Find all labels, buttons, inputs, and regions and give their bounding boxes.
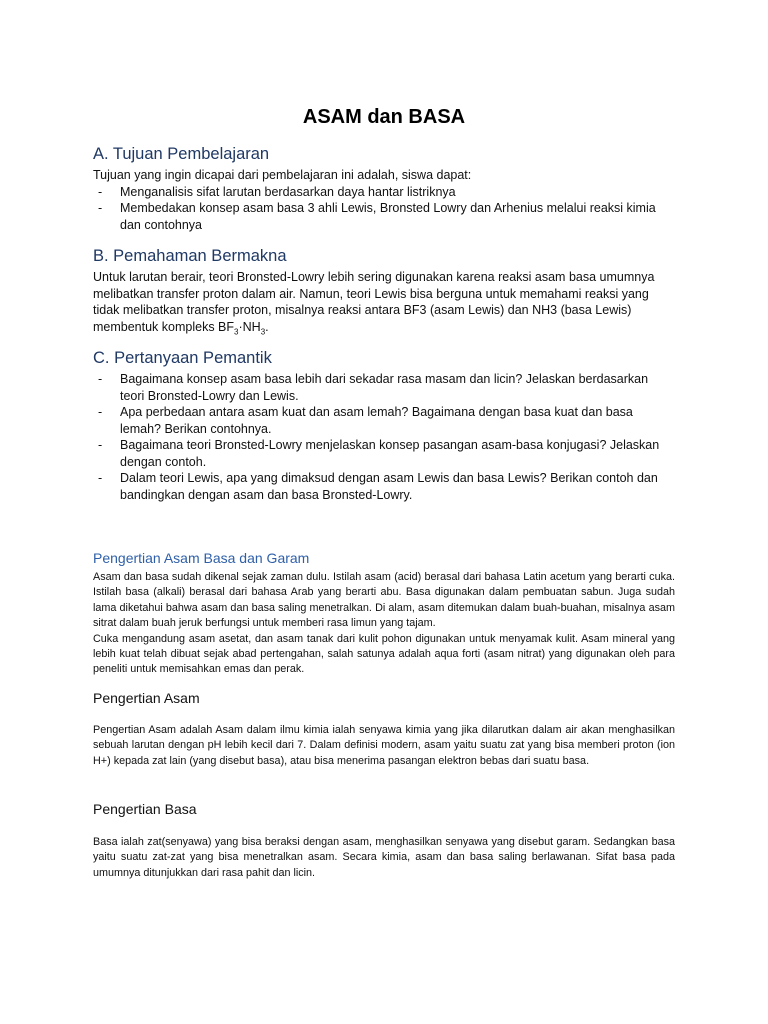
list-item	[93, 184, 675, 201]
dash-bullet-icon: -	[98, 405, 103, 419]
pengertian-basa-body	[93, 835, 675, 881]
document-title: ASAM dan BASA	[302, 106, 466, 128]
section-a-list	[93, 184, 675, 234]
pengertian-basa-heading: Pengertian Basa	[93, 801, 197, 817]
section-c-heading: C. Pertanyaan Pemantik	[93, 349, 272, 367]
dash-bullet-icon: -	[98, 184, 103, 199]
list-item	[93, 437, 675, 470]
paragraph: Cuka mengandung asam asetat, dan asam tanak dari kulit pohon digunakan untuk menyamak kulit. Asam mineral yang lebih kuat telah dibuat sejak abad pertengahan, salah satunya adalah aqua forti (asam nitrat) yang digunakan oleh para peneliti untuk memisahkan emas dan perak.	[93, 632, 675, 676]
list-item-text: Bagaimana teori Bronsted-Lowry menjelaskan konsep pasangan asam-basa konjugasi? Jelaskan dengan contoh.	[120, 438, 660, 469]
subscript: 3	[260, 327, 266, 336]
paragraph: Asam dan basa sudah dikenal sejak zaman dulu. Istilah asam (acid) berasal dari bahasa Latin acetum yang berarti cuka. Istilah basa (alkali) berasal dari bahasa Arab yang berarti abu. Basa digunakan dalam pembuatan sabun. Juga sudah lama diketahui bahwa asam dan basa saling menetralkan. Di alam, asam ditemukan dalam buah-buahan, misalnya asam sitrat dalam buah jeruk berfungsi untuk memberi rasa limun yang tajam.	[93, 571, 675, 630]
dash-bullet-icon: -	[98, 471, 103, 485]
paragraph: Basa ialah zat(senyawa) yang bisa beraksi dengan asam, menghasilkan senyawa yang disebut garam. Sedangkan basa yaitu suatu zat-zat yang bisa menetralkan asam. Secara kimia, asam dan basa saling berlawanan. Sifat basa pada umumnya ditunjukkan dari rasa pahit dan licin.	[93, 836, 675, 879]
dash-bullet-icon: -	[98, 201, 103, 215]
dash-bullet-icon: -	[98, 372, 103, 386]
section-b-text: Untuk larutan berair, teori Bronsted-Lowry lebih sering digunakan karena reaksi asam basa umumnya melibatkan transfer proton dalam air. Namun, teori Lewis bisa berguna untuk memahami reaksi yang tidak melibatkan transfer proton, misalnya reaksi antara BF3 (asam Lewis) dan NH3 (basa Lewis) membentuk kompleks BF	[93, 270, 655, 334]
list-item	[93, 404, 675, 437]
section-b-text-end: .	[265, 319, 269, 334]
pengertian-asam-body	[93, 723, 675, 769]
pengertian-garam-heading: Pengertian Asam Basa dan Garam	[93, 550, 310, 566]
section-tujuan	[93, 145, 675, 233]
list-item	[93, 470, 675, 503]
list-item-text: Bagaimana konsep asam basa lebih dari sekadar rasa masam dan licin? Jelaskan berdasarkan teori Bronsted-Lowry dan Lewis.	[120, 372, 649, 403]
list-item-text: Membedakan konsep asam basa 3 ahli Lewis, Bronsted Lowry dan Arhenius melalui reaksi kimia dan contohnya	[120, 201, 656, 232]
subscript: 3	[234, 327, 239, 336]
section-pengertian-garam	[93, 550, 675, 678]
section-b-body	[93, 269, 675, 341]
list-item-text: Apa perbedaan antara asam kuat dan asam lemah? Bagaimana dengan basa kuat dan basa lemah? Berikan contohnya.	[120, 405, 633, 436]
section-b-text-mid: ·NH	[238, 319, 261, 334]
section-pengertian-basa	[93, 801, 675, 817]
list-item-text: Dalam teori Lewis, apa yang dimaksud dengan asam Lewis dan basa Lewis? Berikan contoh dan bandingkan dengan asam dan basa Bronsted-Lowry.	[120, 471, 658, 502]
section-pertanyaan	[93, 349, 675, 503]
section-a-intro: Tujuan yang ingin dicapai dari pembelajaran ini adalah, siswa dapat:	[93, 168, 472, 182]
pengertian-garam-body	[93, 570, 675, 678]
section-c-list	[93, 371, 675, 503]
pengertian-asam-heading: Pengertian Asam	[93, 690, 200, 706]
section-b-heading: B. Pemahaman Bermakna	[93, 247, 287, 265]
list-item	[93, 371, 675, 404]
paragraph: Pengertian Asam adalah Asam dalam ilmu kimia ialah senyawa kimia yang jika dilarutkan dalam air akan menghasilkan sebuah larutan dengan pH lebih kecil dari 7. Dalam definisi modern, asam yaitu suatu zat yang bisa memberi proton (ion H+) kepada zat lain (yang disebut basa), atau bisa menerima pasangan elektron bebas dari suatu basa.	[93, 724, 675, 767]
section-pemahaman	[93, 247, 675, 341]
section-a-heading: A. Tujuan Pembelajaran	[93, 145, 270, 163]
list-item-text: Menganalisis sifat larutan berdasarkan daya hantar listriknya	[120, 184, 456, 199]
list-item	[93, 200, 675, 233]
dash-bullet-icon: -	[98, 438, 103, 452]
section-pengertian-asam	[93, 690, 675, 706]
